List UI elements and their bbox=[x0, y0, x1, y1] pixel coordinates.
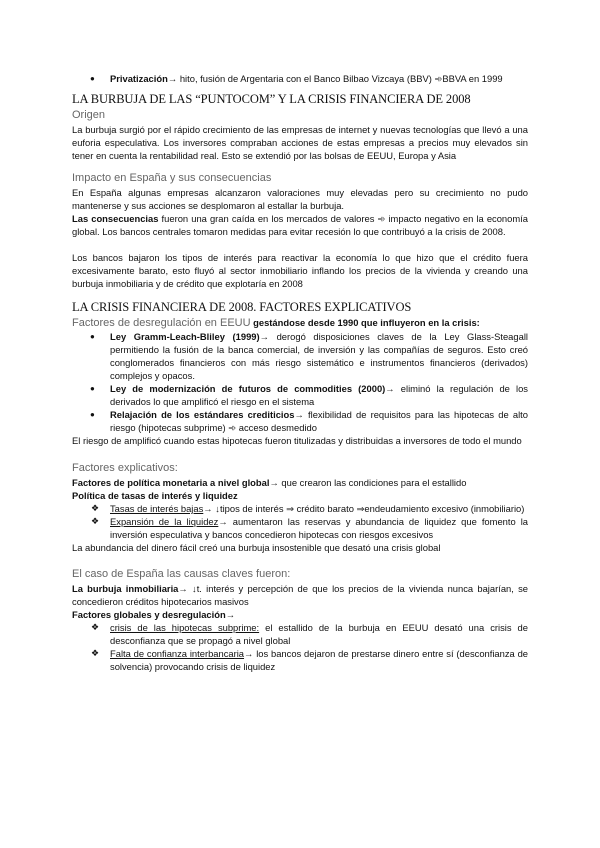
heading-origen: Origen bbox=[72, 109, 106, 121]
item-underlined: Falta de confianza interbancaria bbox=[110, 648, 245, 659]
paragraph-riesgo: El riesgo de amplificó cuando estas hipotecas fueron titulizadas y distribuidas a inversores de todo el mundo bbox=[72, 435, 522, 446]
text-factores-globales: → bbox=[225, 609, 236, 620]
heading-impacto: Impacto en España y sus consecuencias bbox=[72, 172, 272, 184]
list-item bbox=[72, 647, 528, 673]
text-consecuencias: fueron una gran caída en los mercados de valores ➾ impacto negativo en la economía global. Los bancos centrales tomaron medidas para evitar recesión lo que contribuyó a la crisis de 2008. bbox=[72, 213, 528, 237]
paragraph-origen: La burbuja surgió por el rápido crecimiento de las empresas de internet y nuevas tecnologías que llevó a una euforia especulativa. Los inversores compraban acciones de estas empresas a precios muy elevados sin tener en cuenta la rentabilidad real. Esto se extendió por las bolsas de EEUU, Europa y Asia bbox=[72, 124, 528, 161]
item-bold: Ley Gramm-Leach-Bliley (1999) bbox=[110, 331, 260, 342]
item-text: → ↓tipos de interés ⇒ crédito barato ⇒endeudamiento excesivo (inmobiliario) bbox=[203, 503, 525, 514]
item-text: → los bancos dejaron de prestarse dinero entre sí (desconfianza de solvencia) provocando crisis de liquidez bbox=[110, 648, 528, 672]
intro-list bbox=[72, 72, 528, 85]
line-burbuja-inmobiliaria bbox=[72, 582, 528, 608]
heading-desregulacion: Factores de desregulación en EEUU bbox=[72, 317, 251, 329]
list-item bbox=[72, 408, 528, 434]
paragraph-dinero-facil: La abundancia del dinero fácil creó una burbuja insostenible que desató una crisis global bbox=[72, 542, 441, 553]
list-item bbox=[72, 330, 528, 382]
item-underlined: Tasas de interés bajas bbox=[110, 503, 204, 514]
bold-factores-globales: Factores globales y desregulación bbox=[72, 609, 226, 620]
paragraph-impacto-2 bbox=[72, 212, 528, 238]
list-item bbox=[72, 515, 528, 541]
item-bold: Ley de modernización de futuros de commodities (2000) bbox=[110, 383, 386, 394]
heading-caso-espana: El caso de España las causas claves fueron: bbox=[72, 568, 291, 580]
item-underlined: Expansión de la liquidez bbox=[110, 516, 219, 527]
paragraph-impacto-3: Los bancos bajaron los tipos de interés para reactivar la economía lo que hizo que el crédito fuera excesivamente barato, esto fluyó al sector inmobiliario inflando los precios de la vivienda y creando una burbuja inmobiliaria y de crédito que explotaría en 2008 bbox=[72, 252, 528, 289]
item-text: → derogó disposiciones claves de la Ley Glass-Steagall permitiendo la fusión de la banca comercial, de inversión y las compañías de seguros. Esto creó conglomerados financieros con más riesgo sistemático e instrumentos financieros (derivados) complejos y opacos. bbox=[110, 331, 528, 381]
list-item bbox=[72, 502, 528, 515]
item-text: el estallido de la burbuja en EEUU desató una crisis de desconfianza que se propagó a nivel global bbox=[110, 622, 528, 646]
explicativos-list bbox=[72, 502, 528, 541]
list-item bbox=[72, 72, 528, 85]
text-politica-monetaria: → que crearon las condiciones para el estallido bbox=[269, 477, 467, 488]
bold-consecuencias: Las consecuencias bbox=[72, 213, 159, 224]
heading-factores-explicativos: Factores explicativos: bbox=[72, 462, 178, 474]
espana-list bbox=[72, 621, 528, 673]
desregulacion-list bbox=[72, 330, 528, 434]
document-content bbox=[72, 72, 528, 673]
paragraph-impacto-1: En España algunas empresas alcanzaron valoraciones muy elevadas pero su crecimiento no pudo mantenerse y sus acciones se desplomaron al estallar la burbuja. bbox=[72, 187, 528, 211]
section-title-crisis-2008: LA CRISIS FINANCIERA DE 2008. FACTORES EXPLICATIVOS bbox=[72, 300, 412, 314]
line-politica-monetaria bbox=[72, 476, 528, 489]
heading-desregulacion-tail: gestándose desde 1990 que influyeron en la crisis: bbox=[250, 317, 480, 328]
item-bold: Relajación de los estándares crediticios bbox=[110, 409, 295, 420]
line-factores-globales bbox=[72, 608, 528, 621]
item-text: → flexibilidad de requisitos para las hipotecas de alto riesgo (hipotecas subprime) ➾ acceso desmedido bbox=[110, 409, 528, 433]
item-underlined: crisis de las hipotecas subprime: bbox=[110, 622, 260, 633]
list-item bbox=[72, 382, 528, 408]
item-text: → eliminó la regulación de los derivados lo que amplificó el riesgo en el sistema bbox=[110, 383, 528, 407]
bold-burbuja-inmobiliaria: La burbuja inmobiliaria bbox=[72, 583, 179, 594]
line-politica-tasas: Política de tasas de interés y liquidez bbox=[72, 490, 238, 501]
list-item bbox=[72, 621, 528, 647]
section-title-puntocom: LA BURBUJA DE LAS “PUNTOCOM” Y LA CRISIS FINANCIERA DE 2008 bbox=[72, 92, 471, 106]
bold-politica-monetaria: Factores de política monetaria a nivel global bbox=[72, 477, 270, 488]
item-text: → aumentaron las reservas y abundancia de liquidez que fomento la inversión especulativa y bancos concedieron hipotecas con riesgos excesivos bbox=[110, 516, 528, 540]
text-burbuja-inmobiliaria: → ↓t. interés y percepción de que los precios de la vivienda nunca bajarían, se concedieron créditos hipotecarios masivos bbox=[72, 583, 528, 607]
bullet-bold: Privatización bbox=[110, 73, 168, 84]
bullet-text: → hito, fusión de Argentaria con el Banco Bilbao Vizcaya (BBV) ➾BBVA en 1999 bbox=[167, 73, 503, 84]
heading-desregulacion-line bbox=[72, 316, 528, 330]
